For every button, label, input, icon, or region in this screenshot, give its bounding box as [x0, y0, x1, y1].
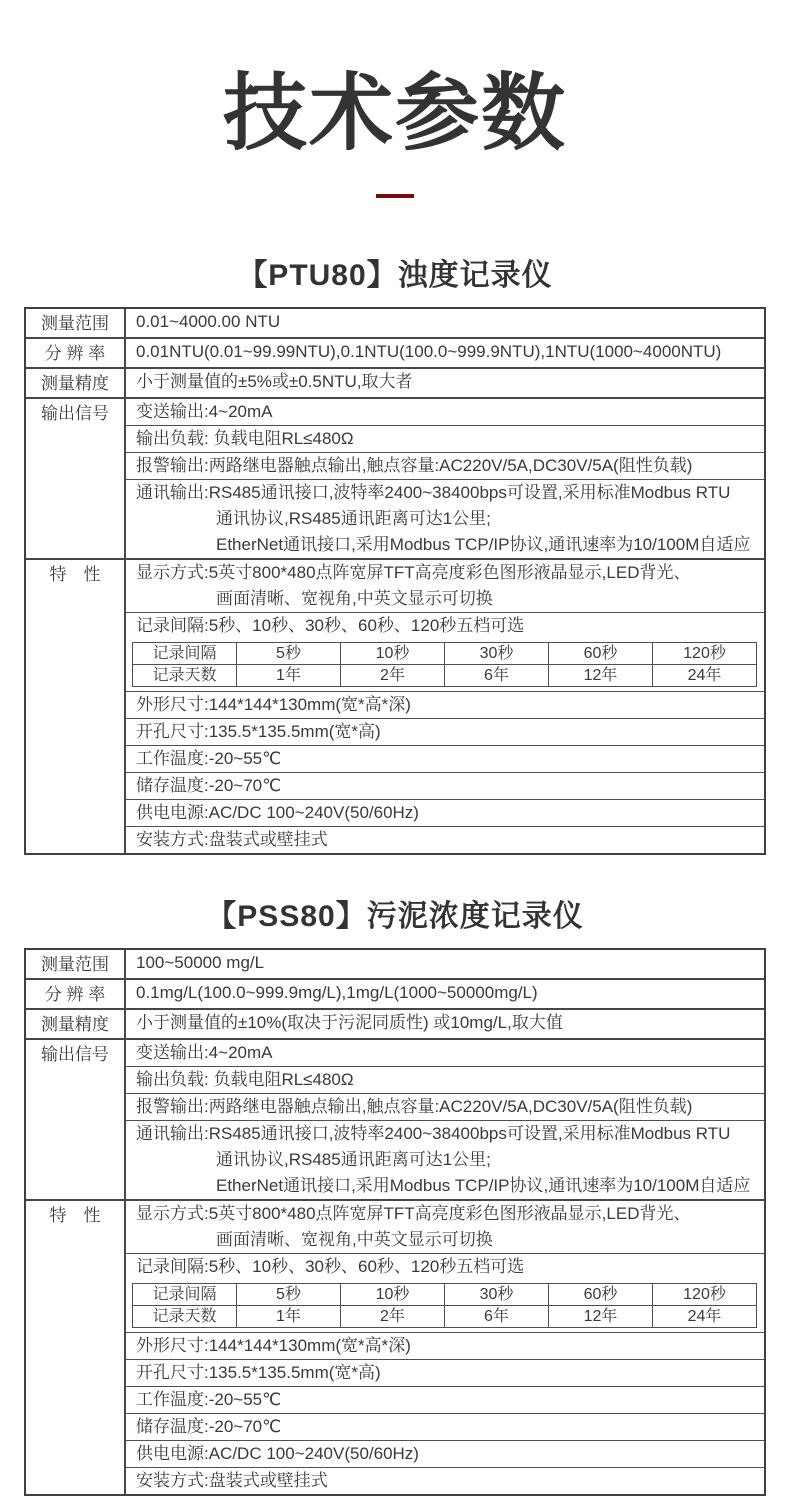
spec-line: 显示方式:5英寸800*480点阵宽屏TFT高亮度彩色图形液晶显示,LED背光、	[136, 1204, 691, 1223]
spec-line: 储存温度:-20~70℃	[136, 776, 282, 795]
spec-line: 工作温度:-20~55℃	[136, 749, 282, 768]
group-body	[126, 339, 764, 367]
spec-group	[26, 337, 764, 367]
spec-line: 报警输出:两路继电器触点输出,触点容量:AC220V/5A,DC30V/5A(阻性负载)	[136, 1097, 693, 1116]
spec-row	[126, 1386, 764, 1413]
record-table-cell: 2年	[341, 1306, 445, 1328]
spec-row	[126, 1066, 764, 1093]
section-heading: 【PSS80】污泥浓度记录仪	[206, 900, 584, 933]
group-body	[126, 399, 764, 558]
spec-row	[126, 452, 764, 479]
spec-group	[26, 978, 764, 1008]
spec-group	[26, 1008, 764, 1038]
spec-row	[126, 1467, 764, 1494]
spec-table	[24, 948, 766, 1496]
group-body	[126, 1040, 764, 1199]
record-table-cell: 10秒	[341, 1284, 445, 1306]
group-body	[126, 950, 764, 978]
spec-row	[126, 745, 764, 772]
spec-line: 100~50000 mg/L	[136, 953, 265, 972]
group-body	[126, 369, 764, 397]
spec-line: 通讯输出:RS485通讯接口,波特率2400~38400bps可设置,采用标准Modbus RTU	[136, 483, 731, 502]
record-table	[132, 1283, 757, 1328]
sections-container	[0, 254, 790, 1496]
spec-row	[126, 980, 764, 1006]
record-table-cell: 12年	[549, 1306, 653, 1328]
spec-group	[26, 397, 764, 558]
spec-row	[126, 826, 764, 853]
section-heading: 【PTU80】浊度记录仪	[237, 259, 553, 292]
spec-line: 安装方式:盘装式或壁挂式	[136, 1471, 328, 1490]
spec-group	[26, 558, 764, 853]
spec-row	[126, 1253, 764, 1280]
record-table-cell: 记录间隔	[133, 643, 237, 665]
record-table-cell: 120秒	[653, 1284, 757, 1306]
spec-line: 小于测量值的±10%(取决于污泥同质性) 或10mg/L,取大值	[136, 1013, 563, 1032]
record-table-cell: 5秒	[237, 643, 341, 665]
spec-row	[126, 399, 764, 425]
spec-line: 记录间隔:5秒、10秒、30秒、60秒、120秒五档可选	[136, 1257, 525, 1276]
spec-line: 画面清晰、宽视角,中英文显示可切换	[216, 1230, 493, 1249]
record-table-row	[133, 1306, 757, 1328]
page-title: 技术参数	[222, 66, 567, 160]
record-table-cell: 6年	[445, 665, 549, 687]
spec-row	[126, 1040, 764, 1066]
record-table-cell: 30秒	[445, 1284, 549, 1306]
group-body	[126, 1201, 764, 1494]
spec-line: 外形尺寸:144*144*130mm(宽*高*深)	[136, 1336, 411, 1355]
spec-row	[126, 772, 764, 799]
spec-line: 开孔尺寸:135.5*135.5mm(宽*高)	[136, 1363, 381, 1382]
spec-line: 通讯协议,RS485通讯距离可达1公里;	[216, 1150, 491, 1169]
spec-line: 工作温度:-20~55℃	[136, 1390, 282, 1409]
spec-row	[126, 1201, 764, 1253]
record-table-cell: 1年	[237, 665, 341, 687]
group-body	[126, 980, 764, 1008]
group-label: 输出信号	[26, 399, 126, 558]
record-table-cell: 2年	[341, 665, 445, 687]
spec-row	[126, 369, 764, 395]
spec-group	[26, 950, 764, 978]
spec-line: 储存温度:-20~70℃	[136, 1417, 282, 1436]
spec-line: 开孔尺寸:135.5*135.5mm(宽*高)	[136, 722, 381, 741]
spec-line: 安装方式:盘装式或壁挂式	[136, 830, 328, 849]
spec-line: 输出负载: 负载电阻RL≤480Ω	[136, 1070, 354, 1089]
spec-row	[126, 799, 764, 826]
record-table-cell: 1年	[237, 1306, 341, 1328]
spec-row	[126, 1440, 764, 1467]
spec-line: 小于测量值的±5%或±0.5NTU,取大者	[136, 372, 413, 391]
group-label: 测量范围	[26, 950, 126, 978]
record-table-cell: 记录天数	[133, 665, 237, 687]
section	[0, 254, 790, 855]
spec-line: 变送输出:4~20mA	[136, 1043, 273, 1062]
spec-table	[24, 307, 766, 855]
record-table-cell: 24年	[653, 1306, 757, 1328]
record-table-row	[133, 665, 757, 687]
record-table-cell: 60秒	[549, 643, 653, 665]
spec-line: 0.1mg/L(100.0~999.9mg/L),1mg/L(1000~50000mg/L)	[136, 983, 538, 1002]
spec-group	[26, 1038, 764, 1199]
group-label: 输出信号	[26, 1040, 126, 1199]
spec-line: EtherNet通讯接口,采用Modbus TCP/IP协议,通讯速率为10/100M自适应	[216, 1176, 751, 1195]
record-table-cell: 记录间隔	[133, 1284, 237, 1306]
spec-line: 画面清晰、宽视角,中英文显示可切换	[216, 589, 493, 608]
group-label: 测量范围	[26, 309, 126, 337]
spec-group	[26, 1199, 764, 1494]
record-table-cell: 5秒	[237, 1284, 341, 1306]
group-label: 测量精度	[26, 369, 126, 397]
record-table-cell: 30秒	[445, 643, 549, 665]
spec-group	[26, 309, 764, 337]
spec-row	[126, 560, 764, 612]
spec-line: 报警输出:两路继电器触点输出,触点容量:AC220V/5A,DC30V/5A(阻性负载)	[136, 456, 693, 475]
spec-line: 变送输出:4~20mA	[136, 402, 273, 421]
group-label: 测量精度	[26, 1010, 126, 1038]
group-label: 分 辨 率	[26, 980, 126, 1008]
record-table-cell: 12年	[549, 665, 653, 687]
spec-row	[126, 425, 764, 452]
spec-row	[126, 1332, 764, 1359]
spec-line: 供电电源:AC/DC 100~240V(50/60Hz)	[136, 1444, 419, 1463]
record-table-cell: 60秒	[549, 1284, 653, 1306]
spec-line: 通讯协议,RS485通讯距离可达1公里;	[216, 509, 491, 528]
spec-line: 通讯输出:RS485通讯接口,波特率2400~38400bps可设置,采用标准Modbus RTU	[136, 1124, 731, 1143]
spec-row	[126, 691, 764, 718]
group-label: 特 性	[26, 1201, 126, 1494]
spec-line: 输出负载: 负载电阻RL≤480Ω	[136, 429, 354, 448]
spec-line: 记录间隔:5秒、10秒、30秒、60秒、120秒五档可选	[136, 616, 525, 635]
spec-line: 供电电源:AC/DC 100~240V(50/60Hz)	[136, 803, 419, 822]
spec-row	[126, 339, 764, 365]
record-table	[132, 642, 757, 687]
spec-line: 0.01NTU(0.01~99.99NTU),0.1NTU(100.0~999.9NTU),1NTU(1000~4000NTU)	[136, 342, 722, 361]
spec-line: 0.01~4000.00 NTU	[136, 312, 281, 331]
record-table-row	[133, 643, 757, 665]
group-label: 特 性	[26, 560, 126, 853]
group-body	[126, 1010, 764, 1038]
group-body	[126, 560, 764, 853]
spec-line: 外形尺寸:144*144*130mm(宽*高*深)	[136, 695, 411, 714]
record-table-cell: 120秒	[653, 643, 757, 665]
title-underline-decoration	[376, 194, 414, 198]
spec-row	[126, 612, 764, 639]
record-table-cell: 记录天数	[133, 1306, 237, 1328]
record-table-row	[133, 1284, 757, 1306]
spec-row	[126, 1120, 764, 1199]
spec-line: EtherNet通讯接口,采用Modbus TCP/IP协议,通讯速率为10/100M自适应	[216, 535, 751, 554]
spec-row	[126, 950, 764, 976]
spec-row	[126, 1093, 764, 1120]
group-body	[126, 309, 764, 337]
spec-line: 显示方式:5英寸800*480点阵宽屏TFT高亮度彩色图形液晶显示,LED背光、	[136, 563, 691, 582]
spec-row	[126, 1359, 764, 1386]
record-table-cell: 6年	[445, 1306, 549, 1328]
spec-group	[26, 367, 764, 397]
record-table-cell: 24年	[653, 665, 757, 687]
spec-row	[126, 1010, 764, 1036]
spec-row	[126, 479, 764, 558]
group-label: 分 辨 率	[26, 339, 126, 367]
spec-row	[126, 718, 764, 745]
spec-row	[126, 1413, 764, 1440]
record-table-cell: 10秒	[341, 643, 445, 665]
section	[0, 895, 790, 1496]
spec-row	[126, 309, 764, 335]
